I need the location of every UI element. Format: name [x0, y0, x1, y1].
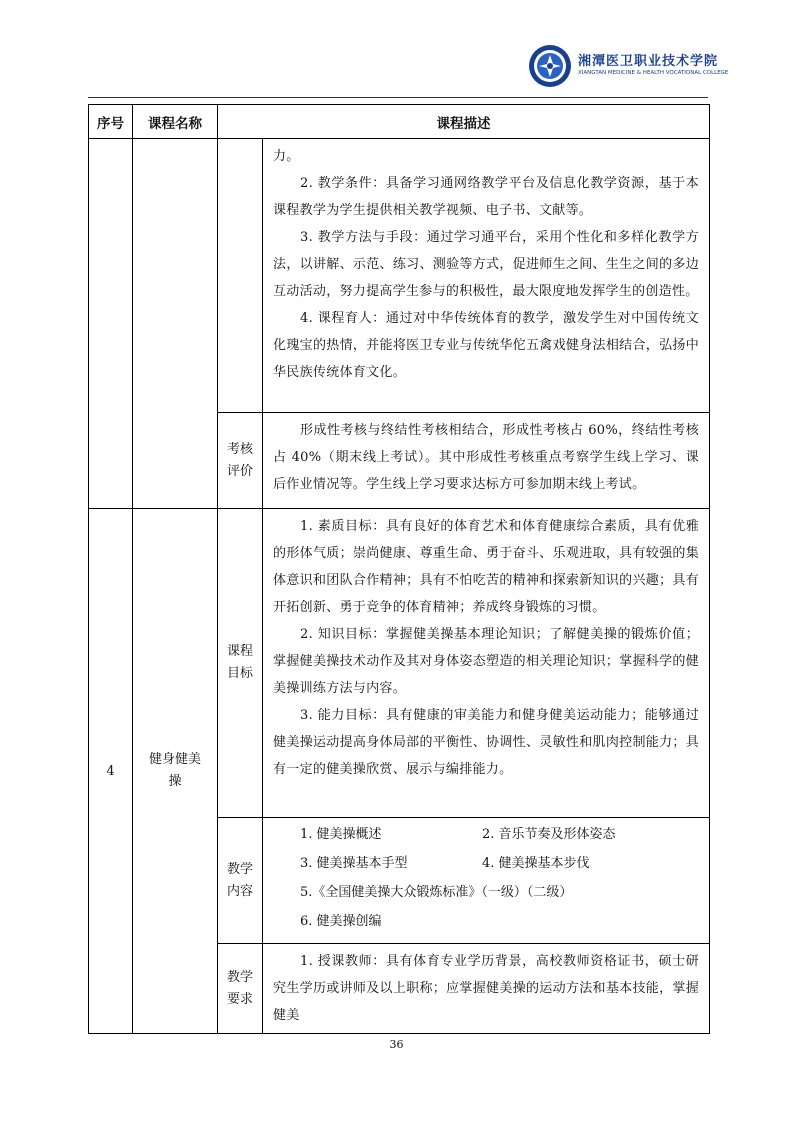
objective-paragraph: 3. 能力目标：具有健康的审美能力和健身健美运动能力；能够通过健美操运动提高身体局部的平衡性、协调性、灵敏性和肌肉控制能力；具有一定的健美操欣赏、展示与编排能力。	[273, 708, 699, 777]
school-name-cn: 湘潭医卫职业技术学院	[578, 54, 719, 69]
desc-paragraph: 力。	[273, 149, 300, 164]
list-item: 1. 健美操概述	[300, 827, 382, 842]
table-row	[89, 139, 710, 413]
desc-paragraph: 3. 教学方法与手段：通过学习通平台，采用个性化和多样化教学方法，以讲解、示范、练习、测验等方式，促进师生之间、生生之间的多边互动活动，努力提高学生参与的积极性，最大限度地发挥学生的创造性。	[273, 230, 699, 299]
content-list	[273, 820, 699, 936]
page-number: 36	[389, 1038, 404, 1051]
header-rule	[88, 97, 708, 98]
header-no: 序号	[89, 105, 133, 139]
requirements-text: 1. 授课教师：具有体育专业学历背景，高校教师资格证书，硕士研究生学历或讲师及以上职称；应掌握健美操的运动方法和基本技能，掌握健美	[273, 954, 699, 1023]
assessment-label: 考核 评价	[218, 413, 263, 509]
table-row	[89, 509, 710, 818]
desc-paragraph: 2. 教学条件：具备学习通网络教学平台及信息化教学资源，基于本课程教学为学生提供相关教学视频、电子书、文献等。	[273, 176, 699, 218]
list-item: 6. 健美操创编	[300, 914, 382, 929]
prev-no-cell	[89, 139, 133, 509]
objective-paragraph: 2. 知识目标：掌握健美操基本理论知识；了解健美操的锻炼价值；掌握健美操技术动作及其对身体姿态塑造的相关理论知识；掌握科学的健美操训练方法与内容。	[273, 627, 699, 696]
table-header-row	[89, 105, 710, 139]
objectives-label: 课程 目标	[218, 509, 263, 818]
prev-label-cell	[218, 139, 263, 413]
list-item: 3. 健美操基本手型	[300, 856, 408, 871]
course-table	[88, 104, 710, 1034]
course-no: 4	[89, 509, 133, 1034]
list-item: 5.《全国健美操大众锻炼标准》（一级）（二级）	[300, 885, 573, 900]
requirements-cell	[263, 944, 710, 1034]
list-item: 4. 健美操基本步伐	[482, 856, 590, 871]
header-course-name: 课程名称	[133, 105, 218, 139]
desc-paragraph: 4. 课程育人：通过对中华传统体育的教学，激发学生对中国传统文化瑰宝的热情，并能将医卫专业与传统华佗五禽戏健身法相结合，弘扬中华民族传统体育文化。	[273, 311, 699, 380]
college-logo	[528, 42, 729, 92]
header-course-desc: 课程描述	[218, 105, 710, 139]
prev-name-cell	[133, 139, 218, 509]
course-name: 健身健美 操	[133, 509, 218, 1034]
content-cell	[263, 818, 710, 944]
requirements-label: 教学 要求	[218, 944, 263, 1034]
objectives-cell	[263, 509, 710, 818]
college-emblem-icon	[528, 44, 572, 88]
list-item: 2. 音乐节奏及形体姿态	[482, 827, 616, 842]
content-label: 教学 内容	[218, 818, 263, 944]
school-name-en: XIANGTAN MEDICINE & HEALTH VOCATIONAL COLLEGE	[578, 70, 729, 76]
assessment-text: 形成性考核与终结性考核相结合，形成性考核占 60%，终结性考核占 40%（期末线上考试）。其中形成性考核重点考察学生线上学习、课后作业情况等。学生线上学习要求达标方可参加期末线上考试。	[273, 423, 699, 492]
teaching-requirements-cont	[263, 139, 710, 413]
objective-paragraph: 1. 素质目标：具有良好的体育艺术和体育健康综合素质，具有优雅的形体气质；崇尚健康、尊重生命、勇于奋斗、乐观进取，具有较强的集体意识和团队合作精神；具有不怕吃苦的精神和探索新知识的兴趣；具有开拓创新、勇于竞争的体育精神；养成终身锻炼的习惯。	[273, 519, 699, 615]
assessment-text-cell	[263, 413, 710, 509]
